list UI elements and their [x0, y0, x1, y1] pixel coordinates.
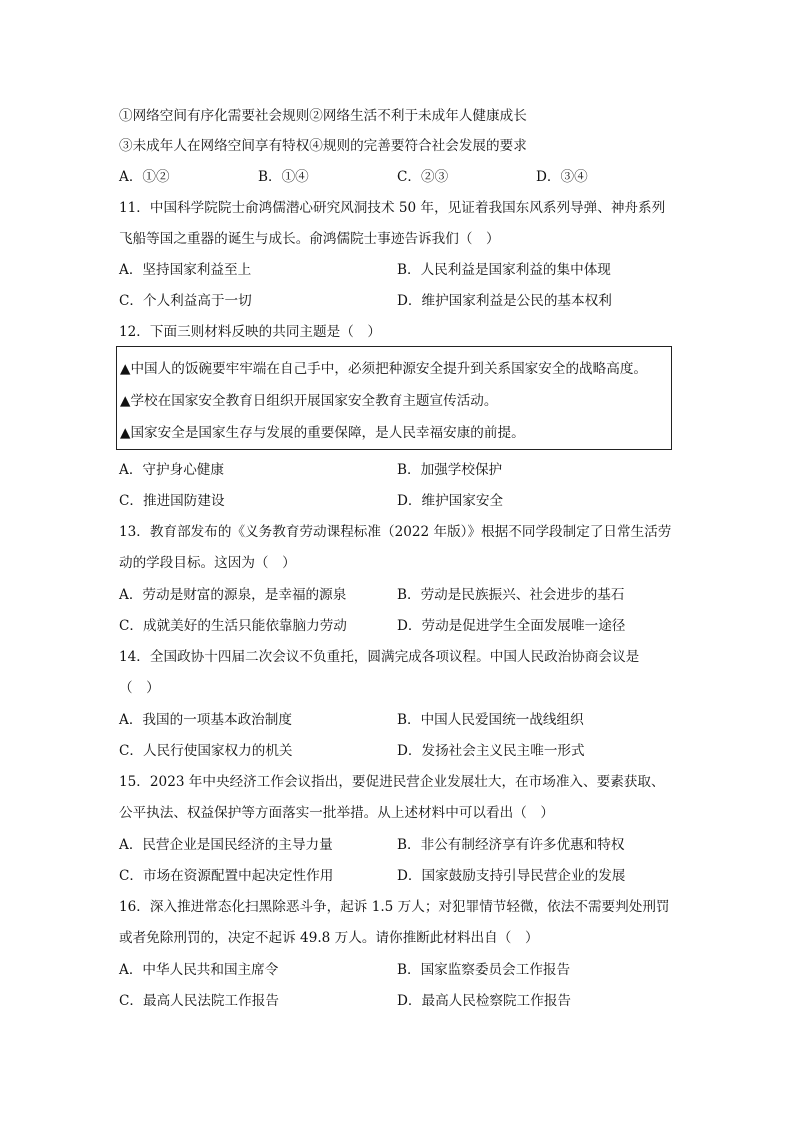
q11-option-d: D．维护国家利益是公民的基本权利	[397, 293, 612, 309]
q11-option-a: A．坚持国家利益至上	[119, 262, 252, 278]
q13-option-c: C．成就美好的生活只能依靠脑力劳动	[119, 618, 347, 634]
q15-option-a: A．民营企业是国民经济的主导力量	[119, 837, 333, 853]
q10-option-c: C．②③	[397, 169, 449, 185]
q12-option-c: C．推进国防建设	[119, 493, 225, 509]
q16-option-b: B．国家监察委员会工作报告	[397, 962, 571, 978]
q13-option-b: B．劳动是民族振兴、社会进步的基石	[397, 587, 625, 603]
q14-option-c: C．人民行使国家权力的机关	[119, 743, 293, 759]
q11-stem-line-2: 飞船等国之重器的诞生与成长。俞鸿儒院士事迹告诉我们（ ）	[119, 231, 500, 247]
q12-option-d: D．维护国家安全	[397, 493, 504, 509]
q10-option-a: A．①②	[119, 169, 170, 185]
q11-stem-line-1: 11．中国科学院院士俞鸿儒潜心研究风洞技术 50 年，见证着我国东风系列导弹、神舟系列	[119, 200, 666, 216]
q12-option-b: B．加强学校保护	[397, 462, 503, 478]
q10-statement-line-1: ①网络空间有序化需要社会规则②网络生活不利于未成年人健康成长	[119, 108, 527, 124]
q12-material-2: ▲学校在国家安全教育日组织开展国家安全教育主题宣传活动。	[120, 393, 498, 409]
q10-option-b: B．①④	[258, 169, 309, 185]
q16-stem-line-2: 或者免除刑罚的，决定不起诉 49.8 万人。请你推断此材料出自（ ）	[119, 930, 539, 946]
q14-stem-line-1: 14．全国政协十四届二次会议不负重托，圆满完成各项议程。中国人民政治协商会议是	[119, 649, 640, 665]
q13-stem-line-1: 13．教育部发布的《义务教育劳动课程标准（2022 年版）》根据不同学段制定了日常生活劳	[119, 524, 672, 540]
q13-option-d: D．劳动是促进学生全面发展唯一途径	[397, 618, 626, 634]
q12-material-1: ▲中国人的饭碗要牢牢端在自己手中，必须把种源安全提升到关系国家安全的战略高度。	[120, 361, 648, 377]
q15-option-c: C．市场在资源配置中起决定性作用	[119, 868, 334, 884]
q16-option-d: D．最高人民检察院工作报告	[397, 993, 572, 1009]
q11-option-c: C．个人利益高于一切	[119, 293, 252, 309]
q13-stem-line-2: 动的学段目标。这因为（ ）	[119, 555, 296, 571]
q15-stem-line-2: 公平执法、权益保护等方面落实一批举措。从上述材料中可以看出（ ）	[119, 805, 554, 821]
q13-option-a: A．劳动是财富的源泉，是幸福的源泉	[119, 587, 347, 603]
q16-option-c: C．最高人民法院工作报告	[119, 993, 279, 1009]
q15-stem-line-1: 15．2023 年中央经济工作会议指出，要促进民营企业发展壮大，在市场准入、要素获取、	[119, 774, 665, 790]
q12-material-3: ▲国家安全是国家生存与发展的重要保障，是人民幸福安康的前提。	[120, 425, 525, 441]
q14-option-b: B．中国人民爱国统一战线组织	[397, 712, 584, 728]
q16-option-a: A．中华人民共和国主席令	[119, 962, 279, 978]
q16-stem-line-1: 16．深入推进常态化扫黑除恶斗争，起诉 1.5 万人；对犯罪情节轻微，依法不需要判处刑罚	[119, 899, 670, 915]
q10-option-d: D．③④	[536, 169, 588, 185]
q14-option-d: D．发扬社会主义民主唯一形式	[397, 743, 585, 759]
q12-stem: 12．下面三则材料反映的共同主题是（ ）	[119, 324, 381, 340]
q15-option-b: B．非公有制经济享有许多优惠和特权	[397, 837, 625, 853]
q10-statement-line-2: ③未成年人在网络空间享有特权④规则的完善要符合社会发展的要求	[119, 138, 527, 154]
q11-option-b: B．人民利益是国家利益的集中体现	[397, 262, 611, 278]
q12-material-box	[116, 346, 672, 450]
q14-stem-line-2: （ ）	[119, 680, 160, 696]
q14-option-a: A．我国的一项基本政治制度	[119, 712, 292, 728]
q15-option-d: D．国家鼓励支持引导民营企业的发展	[397, 868, 626, 884]
q12-option-a: A．守护身心健康	[119, 462, 224, 478]
